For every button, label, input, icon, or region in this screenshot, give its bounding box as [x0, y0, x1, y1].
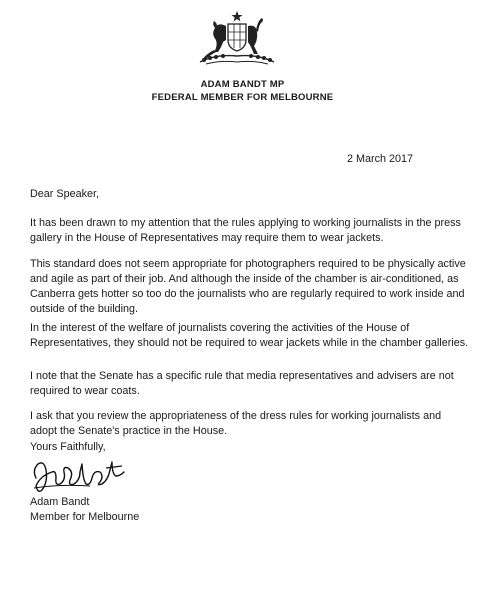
letterhead-name: ADAM BANDT MP	[200, 79, 285, 90]
paragraph-line: gallery in the House of Representatives may require them to wear jackets.	[30, 232, 384, 244]
paragraph-line: I ask that you review the appropriateness of the dress rules for working journalists and	[30, 410, 442, 422]
paragraph-line: required to wear coats.	[30, 385, 140, 397]
letterhead-title: FEDERAL MEMBER FOR MELBOURNE	[151, 92, 334, 103]
paragraph-2	[30, 257, 466, 317]
paragraph-1	[30, 216, 460, 246]
signatory-role: Member for Melbourne	[30, 511, 140, 523]
paragraph-line: outside of the building.	[30, 303, 139, 315]
paragraph-line: and agile as part of their job. And although the inside of the chamber is air-conditioned, as	[30, 273, 459, 285]
salutation: Dear Speaker,	[30, 188, 100, 200]
paragraph-line: Representatives, they should not be required to wear jackets while in the chamber galleries.	[30, 337, 469, 349]
paragraph-3	[30, 321, 469, 351]
paragraph-line: I note that the Senate has a specific rule that media representatives and advisers are not	[30, 370, 454, 382]
signatory-name: Adam Bandt	[30, 496, 90, 508]
paragraph-line: This standard does not seem appropriate for photographers required to be physically active	[30, 258, 466, 270]
closing: Yours Faithfully,	[30, 441, 106, 453]
paragraph-5	[30, 409, 460, 439]
paragraph-4	[30, 369, 460, 399]
paragraph-line: In the interest of the welfare of journalists covering the activities of the House of	[30, 322, 410, 334]
paragraph-line: adopt the Senate's practice in the House.	[30, 425, 228, 437]
handwritten-signature	[30, 450, 130, 496]
paragraph-line: Canberra gets hotter so too do the journalists who are regularly required to work inside and	[30, 288, 465, 300]
letter-date: 2 March 2017	[346, 153, 413, 165]
coat-of-arms-logo	[196, 10, 278, 70]
paragraph-line: It has been drawn to my attention that the rules applying to working journalists in the press	[30, 217, 461, 229]
